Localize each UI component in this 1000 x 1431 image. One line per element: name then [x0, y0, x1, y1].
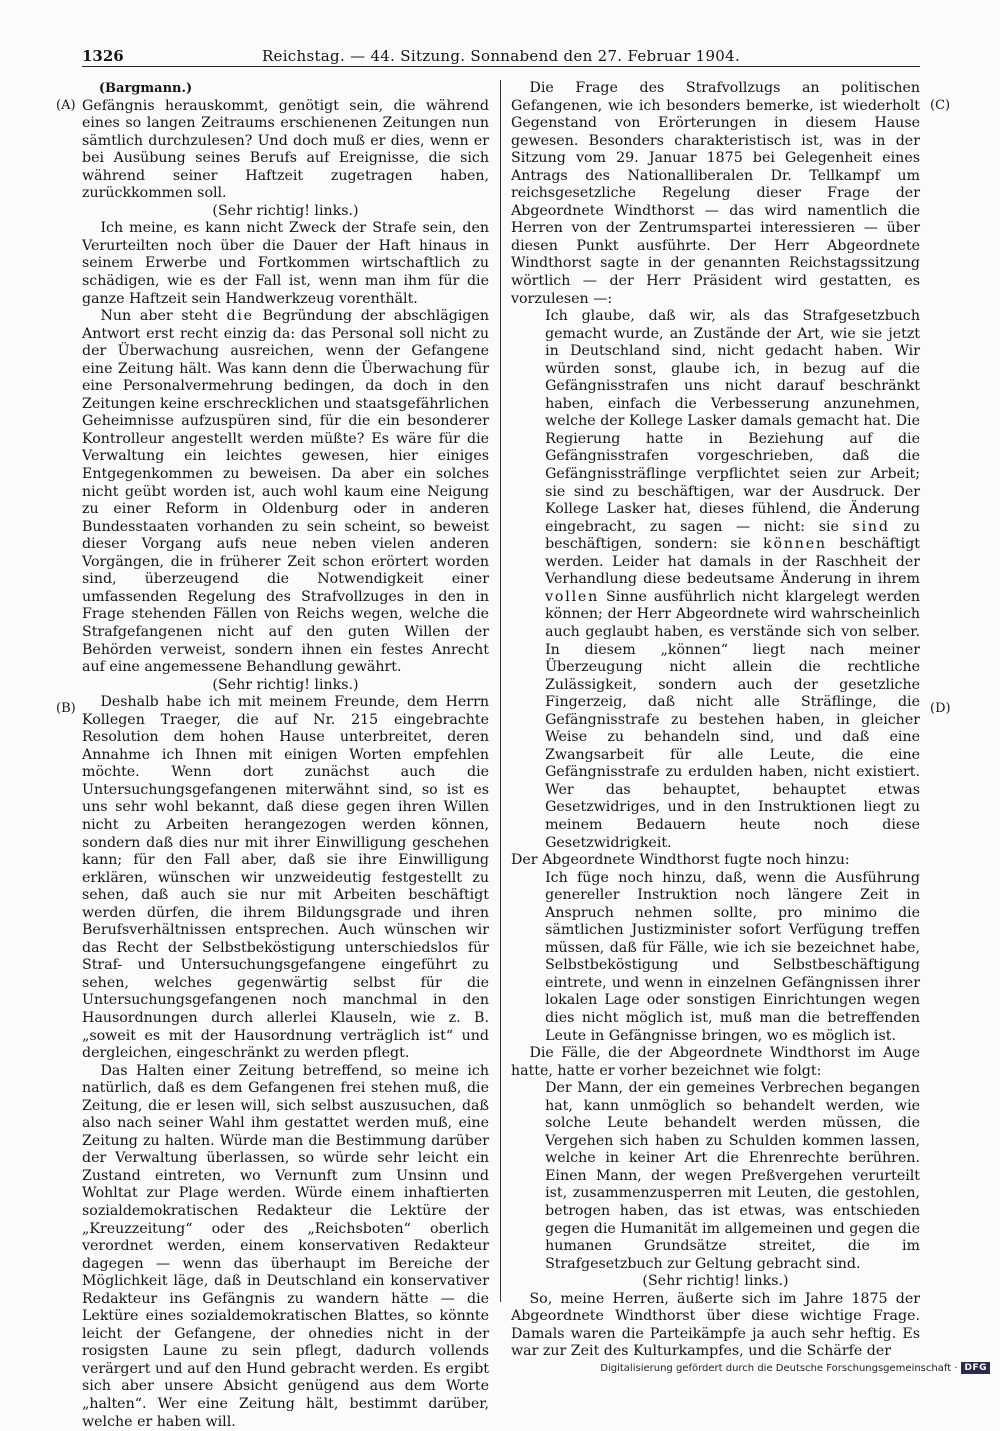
paragraph: Deshalb habe ich mit meinem Freunde, dem Herrn Kollegen Traeger, die auf Nr. 215 eingebrachte Resolution dem hohen Hause unterbreitet, deren Annahme ich Ihnen mit einigen Worten empfehlen möchte. Wenn dort zunächst auch die Untersuchungsgefangenen miterwähnt sind, so ist es uns sehr wohl bekannt, daß diese gegen ihren Willen nicht zu Arbeiten herangezogen werden können, sondern daß dies nur mit ihrer Einwilligung geschehen kann; für den Fall aber, daß sie ihre Einwilligung erklären, wünschen wir unzweideutig festgestellt zu sehen, daß auch sie nur mit Arbeiten beschäftigt werden dürfen, die ihrem Bildungsgrade und ihren Berufsverhältnissen entsprechen. Auch wünschen wir das Recht der Selbstbeköstigung unterschiedslos für Straf- und Untersuchungsgefangene eingeführt zu sehen, welches gegenwärtig selbst für die Untersuchungsgefangenen noch manchmal in den Hausordnungen durch allerlei Klauseln, wie z. B. „soweit es mit der Hausordnung verträglich ist“ und dergleichen, eingeschränkt zu werden pflegt. — [82, 694, 489, 1062]
footer-text: Digitalisierung gefördert durch die Deutsche Forschungsgemeinschaft · — [600, 1362, 958, 1374]
column-divider — [500, 80, 501, 1302]
text-run: Nun aber steht — [100, 308, 227, 325]
margin-marker-a: (A) — [56, 98, 76, 113]
margin-marker-c: (C) — [930, 98, 951, 113]
page-header — [82, 46, 920, 67]
text-run: Ich glaube, daß wir, als das Strafgesetzbuch gemacht wurde, an Zustände der Art, wie sie jetzt in Deutschland sind, nicht gedacht haben. Wir würden sonst, glaube ich, in bezug auf die Gefängnisstrafen uns nicht darauf beschränkt haben, einfach die Verbesserung anzunehmen, welche der Kollege Lasker damals gemacht hat. Die Regierung hatte in Beziehung auf die Gefängnisstrafen vorgeschrieben, daß die Gefängnissträflinge verpflichtet seien zur Arbeit; sie sind zu beschäftigen, war der Ausdruck. Der Kollege Lasker hat, dieses fühlend, die Änderung eingebracht, zu sagen — nicht: sie — [545, 308, 920, 535]
interjection: (Sehr richtig! links.) — [212, 202, 359, 219]
interjection: (Sehr richtig! links.) — [212, 676, 359, 693]
quotation: Der Mann, der ein gemeines Verbrechen begangen hat, kann unmöglich so behandelt werden, wie solche Leute behandelt werden müssen, die Vergehen sich haben zu Schulden kommen lassen, welche in keiner Art die Ehrenrechte berühren. Einen Mann, der wegen Preßvergehen verurteilt ist, zusammenzusperren mit Leuten, die gestohlen, betrogen haben, das ist etwas, was entschieden gegen die Humanität im allgemeinen und gegen die humanen Grundsätze streitet, die im Strafgesetzbuch zur Geltung gebracht sind. — [545, 1080, 920, 1272]
funding-footer — [600, 1362, 990, 1374]
margin-marker-b: (B) — [56, 701, 76, 716]
paragraph: Gefängnis herauskommt, genötigt sein, die während eines so langen Zeitraums erschienenen Zeitungen nun sämtlich durchzulesen? Und doch muß er dies, wenn er bei Ausübung seines Berufs auf Ereignisse, die sich während seiner Haftzeit zugetragen haben, zurückkommen soll. — [82, 97, 489, 202]
right-column — [511, 80, 920, 1361]
margin-marker-d: (D) — [930, 701, 951, 716]
quotation — [545, 308, 920, 852]
speaker-name: (Bargmann.) — [98, 81, 193, 96]
quotation: Ich füge noch hinzu, daß, wenn die Ausführung genereller Instruktion noch längere Zeit in Anspruch nehmen sollte, pro minimo die sämtlichen Justizminister sofort Verfügung treffen müssen, daß für Fälle, wie ich sie bezeichnet habe, Selbstbeköstigung und Selbstbeschäftigung eintrete, und wenn in einzelnen Gefängnissen ihrer lokalen Lage oder sonstigen Einrichtungen wegen dies nicht möglich ist, muß man die betreffenden Leute in Gefängnisse bringen, wo es möglich ist. — [545, 869, 920, 1044]
interjection: (Sehr richtig! links.) — [642, 1273, 789, 1290]
page-number: 1326 — [82, 47, 124, 65]
left-column — [82, 80, 489, 1431]
spaced-emphasis: können — [763, 536, 827, 553]
text-run: Begründung der abschlägigen Antwort erst recht einzig da: das Personal soll nicht zu der Überwachung ausreichen, wenn der Gefangene eine Zeitung hält. Was kann denn die Überwachung für eine Personalvermehrung bedingen, da doch in den Zeitungen keine erschrecklichen und staatsgefährlichen Geheimnisse aufzuspüren sind, für die ein besonderer Kontrolleur angestellt werden müßte? Es wäre für die Verwaltung ein leichtes gewesen, hier einiges Entgegenkommen zu beweisen. Da aber ein solches nicht geübt worden ist, auch wohl kaum eine Neigung zu einer Reform in Oldenburg oder in anderen Bundesstaaten vorhanden zu sein scheint, so beweist dieser Vorgang aufs neue neben vielen anderen Vorgängen, die in früherer Zeit schon erörtert worden sind, überzeugend die Notwendigkeit einer umfassenden Regelung des Strafvollzuges in den in Frage stehenden Fällen von Reichs wegen, welche die Strafgefangenen nicht auf den guten Willen der Behörden verweist, sondern ihnen ein festes Anrecht auf eine angemessene Behandlung gewährt. — [82, 308, 490, 676]
running-title: Reichstag. — 44. Sitzung. Sonnabend den 27. Februar 1904. — [261, 47, 741, 65]
paragraph: So, meine Herren, äußerte sich im Jahre 1875 der Abgeordnete Windthorst über diese wichtige Frage. Damals waren die Parteikämpfe ja auch sehr heftig. Es war zur Zeit des Kulturkampfes, und die Schärfe der — [511, 1290, 920, 1360]
spaced-emphasis: die — [226, 308, 254, 325]
text-run: beschäftigt werden. Leider hat damals in der Raschheit der Verhandlung diese bedeutsame Änderung in ihrem — [545, 536, 920, 588]
paragraph: Das Halten einer Zeitung betreffend, so meine ich natürlich, daß es dem Gefangenen frei stehen muß, die Zeitung, die er lesen will, sich selbst auszusuchen, daß also nach seiner Wahl ihm gestattet werden muß, eine Zeitung zu halten. Würde man die Bestimmung darüber der Verwaltung überlassen, so würde sehr leicht ein Zustand eintreten, wo Vernunft zum Unsinn und Wohltat zur Plage werden. Würde einem inhaftierten sozialdemokratischen Redakteur die Lektüre der „Kreuzzeitung“ oder des „Reichsboten“ oberlich verordnet werden, einem konservativen Redakteur dagegen — wenn das überhaupt im Bereiche der Möglichkeit läge, daß in Deutschland ein konservativer Redakteur ins Gefängnis zu wandern hätte — die Lektüre eines sozialdemokratischen Blattes, so könnte leicht der Gefangene, der ohnedies nicht in der rosigsten Laune zu sein pflegt, dadurch vollends verärgert und auf den Hund gebracht werden. Es ergibt sich aber unsere Absicht genügend aus dem Worte „halten“. Wer eine Zeitung hält, bestimmt darüber, welche er haben will. — [82, 1062, 489, 1430]
text-run: Sinne ausführlich nicht klargelegt werden können; der Herr Abgeordnete wird wahrscheinlich auch geglaubt haben, es verstände sich von selber. In diesem „können“ liegt nach meiner Überzeugung nicht allein die rechtliche Zulässigkeit, sondern auch der gesetzliche Fingerzeig, daß nicht alle Sträflinge, die Gefängnisstrafe zu bestehen haben, in gleicher Weise zu behandeln sind, und daß eine Zwangsarbeit für alle Leute, die eine Gefängnisstrafe zu erdulden haben, nicht existiert. Wer das behauptet, behauptet etwas Gesetzwidriges, und in den Instruktionen liegt zu meinem Bedauern heute noch diese Gesetzwidrigkeit. — [545, 588, 920, 851]
paragraph: Der Abgeordnete Windthorst fugte noch hinzu: — [511, 852, 850, 869]
text-run: zu beschäftigen, sondern: sie — [545, 518, 920, 553]
spaced-emphasis: vollen — [545, 588, 600, 605]
spaced-emphasis: sind — [852, 518, 890, 535]
dfg-logo-icon: DFG — [961, 1362, 990, 1374]
paragraph: Die Fälle, die der Abgeordnete Windthorst im Auge hatte, hatte er vorher bezeichnet wie folgt: — [511, 1045, 920, 1079]
paragraph: Ich meine, es kann nicht Zweck der Strafe sein, den Verurteilten noch über die Dauer der Haft hinaus in seinem Erwerbe und Fortkommen wirtschaftlich zu schädigen, wie es der Fall ist, wenn man ihm für die ganze Haftzeit sein Handwerkzeug vorenthält. — [82, 220, 489, 307]
paragraph — [82, 308, 489, 676]
paragraph: Die Frage des Strafvollzugs an politischen Gefangenen, wie ich besonders bemerke, ist wiederholt Gegenstand von Erörterungen in diesem Hause gewesen. Besonders charakteristisch ist, was in der Sitzung vom 29. Januar 1875 bei Gelegenheit eines Antrags des Nationalliberalen Dr. Tellkampf um reichsgesetzliche Regelung dieser Frage der Abgeordnete Windthorst — das wird namentlich die Herren von der Zentrumspartei interessieren — über diesen Punkt ausführte. Der Herr Abgeordnete Windthorst sagte in der genannten Reichstagssitzung wörtlich — der Herr Präsident wird gestatten, es vorzulesen —: — [511, 80, 920, 307]
